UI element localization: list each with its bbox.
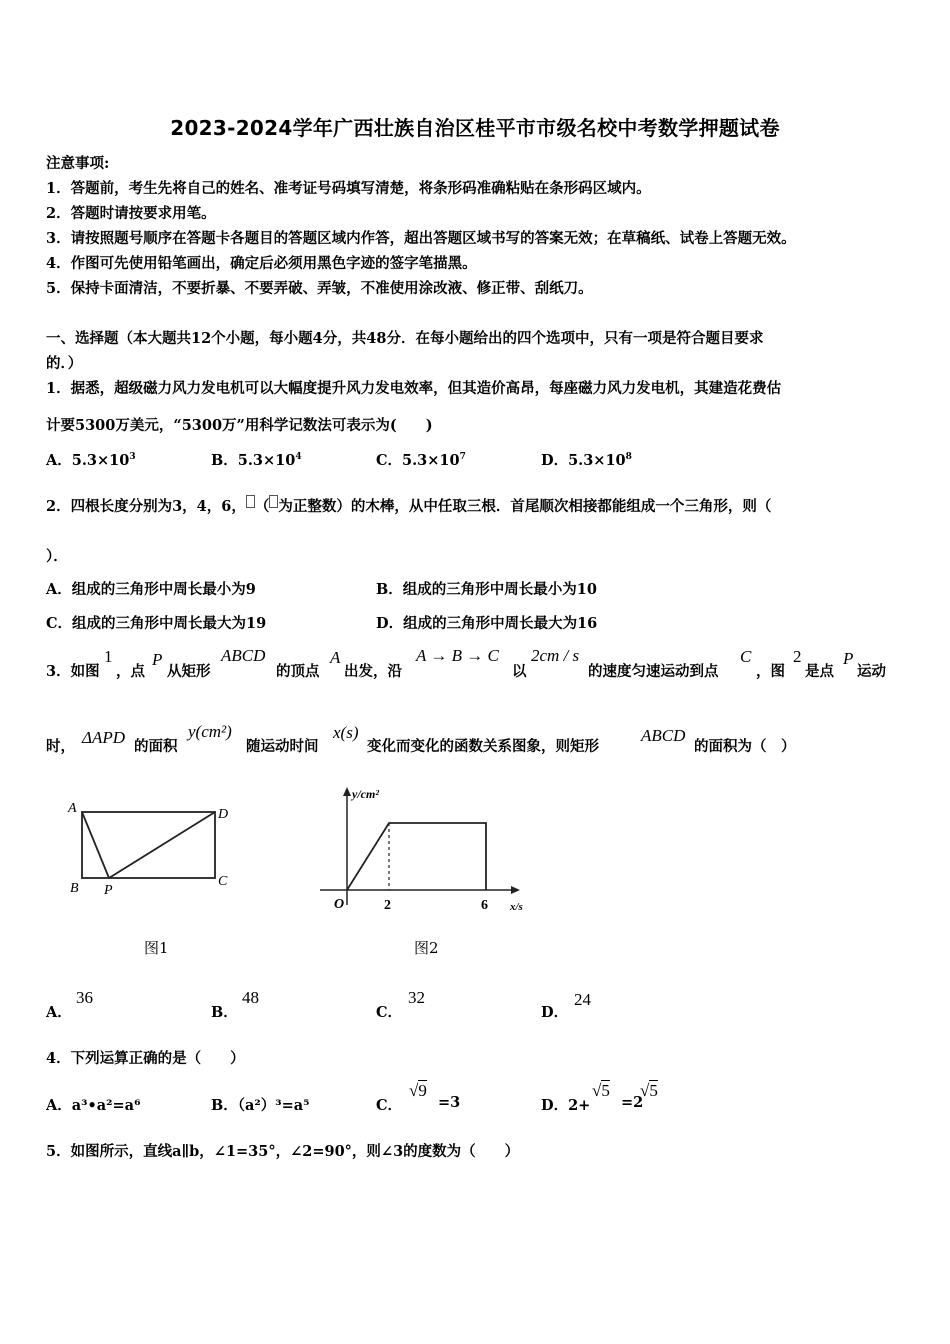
q1-option-c[interactable]: C．$5.3\times 10^7$ — [376, 452, 466, 469]
q3-option-c-value: 32 — [408, 988, 425, 1007]
q3-text: 运动 — [857, 663, 886, 680]
notice-item-4: 4．作图可先使用铅笔画出，确定后必须用黑色字迹的签字笔描黑。 — [46, 255, 477, 272]
q4-option-a[interactable]: A．a³•a²=a⁶ — [46, 1097, 141, 1114]
q4-option-d[interactable]: D．2+ — [541, 1097, 591, 1114]
notice-heading: 注意事项: — [46, 155, 110, 172]
q3-text: 的顶点 — [276, 663, 320, 680]
q3-text: 从矩形 — [167, 663, 211, 680]
q3-text: 的速度匀速运动到点 — [588, 663, 719, 680]
q3-math: y(cm²) — [188, 722, 232, 741]
section-heading-line2: 的．） — [46, 355, 83, 372]
page-title: 2023-2024学年广西壮族自治区桂平市市级名校中考数学押题试卷 — [170, 116, 780, 140]
q3-math: A — [330, 648, 341, 667]
q3-option-a-label[interactable]: A． — [46, 1004, 72, 1021]
fig2-origin: O — [334, 897, 345, 912]
notice-item-1: 1．答题前，考生先将自己的姓名、准考证号码填写清楚，将条形码准确粘贴在条形码区域内。 — [46, 180, 651, 197]
q3-option-c-label[interactable]: C． — [376, 1004, 403, 1021]
q3-text: 时， — [46, 738, 75, 755]
q3-option-d-value: 24 — [574, 990, 591, 1009]
fig1-label-p: P — [104, 883, 113, 898]
figure-2-graph — [310, 780, 540, 915]
notice-item-2: 2．答题时请按要求用笔。 — [46, 205, 216, 222]
q3-math: 1 — [104, 647, 113, 666]
q4-stem: 4．下列运算正确的是（ ） — [46, 1050, 245, 1067]
q3-text: 的面积为（ ） — [694, 738, 796, 755]
q1-stem-line2: 计要5300万美元，“5300万”用科学记数法可表示为( ) — [46, 417, 433, 434]
q2-stem-line1: 2．四根长度分别为3，4，6， （ 为正整数）的木棒，从中任取三根．首尾顺次相接都能组成一个三角形，则（ — [46, 495, 771, 516]
fig1-label-c: C — [218, 874, 228, 889]
figure-2-caption: 图2 — [414, 939, 439, 957]
q1-option-d[interactable]: D．$5.3\times 10^8$ — [541, 452, 632, 469]
q3-option-a-value: 36 — [76, 988, 93, 1007]
notice-item-3: 3．请按照题号顺序在答题卡各题目的答题区域内作答，超出答题区域书写的答案无效；在草稿纸、试卷上答题无效。 — [46, 230, 796, 247]
q2-option-c[interactable]: C．组成的三角形中周长最大为19 — [46, 615, 267, 632]
q2-option-b[interactable]: B．组成的三角形中周长最小为10 — [376, 581, 597, 598]
q3-math: A → B → C — [416, 646, 499, 665]
fig1-label-d: D — [218, 807, 229, 822]
q3-math: ABCD — [221, 646, 266, 665]
q2-stem-line2: ）． — [46, 548, 68, 565]
q3-text: 出发，沿 — [344, 663, 402, 680]
q3-text: 变化而变化的函数关系图象，则矩形 — [367, 738, 599, 755]
q2-option-d[interactable]: D．组成的三角形中周长最大为16 — [376, 615, 598, 632]
q3-math: 2 — [793, 647, 802, 666]
fig1-label-b: B — [70, 881, 79, 896]
q3-math: P — [843, 649, 854, 668]
q3-option-b-value: 48 — [242, 988, 259, 1007]
q3-math: 2cm / s — [531, 646, 580, 665]
q3-text: 是点 — [805, 663, 834, 680]
q3-option-b-label[interactable]: B． — [211, 1004, 238, 1021]
q3-text: 3．如图 — [46, 663, 100, 680]
q2-option-a[interactable]: A．组成的三角形中周长最小为9 — [46, 581, 256, 598]
q3-math: P — [152, 650, 163, 669]
q4-option-c[interactable]: C． — [376, 1097, 403, 1114]
fig2-y-label: y/cm² — [352, 787, 379, 801]
fig2-tick-2: 2 — [384, 898, 391, 913]
missing-symbol-box — [269, 495, 278, 508]
sqrt-sign: √ — [592, 1081, 602, 1100]
q3-math: C — [740, 647, 752, 666]
q4-option-c-sqrt: √9 — [409, 1081, 427, 1100]
q3-text: 以 — [512, 663, 527, 680]
q4-option-c-rest: =3 — [438, 1094, 461, 1111]
sqrt-sign: √ — [640, 1081, 650, 1100]
fig2-x-label: x/s — [510, 901, 523, 913]
q3-math: x(s) — [333, 723, 359, 742]
q3-text: ，点 — [116, 663, 145, 680]
q3-text: 随运动时间 — [246, 738, 319, 755]
q3-math: ABCD — [641, 726, 686, 745]
notice-item-5: 5．保持卡面清洁，不要折暴、不要弄破、弄皱，不准使用涂改液、修正带、刮纸刀。 — [46, 280, 593, 297]
figure-1-rectangle — [60, 790, 240, 900]
q5-stem: 5．如图所示，直线a∥b，∠1=35°，∠2=90°，则∠3的度数为（ ） — [46, 1143, 520, 1160]
fig2-tick-6: 6 — [481, 898, 488, 913]
q4-option-d-mid: =2 — [621, 1094, 644, 1111]
fig1-label-a: A — [68, 801, 77, 816]
q3-math: ΔAPD — [82, 728, 126, 747]
q4-option-d-sqrt-1: √5 — [592, 1081, 610, 1100]
sqrt-sign: √ — [409, 1081, 419, 1100]
q3-text: 的面积 — [134, 738, 178, 755]
q3-text: ，图 — [756, 663, 785, 680]
missing-symbol-box — [246, 495, 255, 508]
q3-option-d-label[interactable]: D． — [541, 1004, 569, 1021]
section-heading-line1: 一、选择题（本大题共12个小题，每小题4分，共48分．在每小题给出的四个选项中，只有一项是符合题目要求 — [46, 330, 764, 347]
figure-1-caption: 图1 — [144, 939, 169, 957]
q4-option-d-sqrt-2: √5 — [640, 1081, 658, 1100]
q1-option-b[interactable]: B．$5.3\times 10^4$ — [211, 452, 302, 469]
q4-option-b[interactable]: B．（a²）³=a⁵ — [211, 1097, 310, 1114]
q1-stem-line1: 1．据悉，超级磁力风力发电机可以大幅度提升风力发电效率，但其造价高昂，每座磁力风力发电机，其建造花费估 — [46, 380, 782, 397]
q1-option-a[interactable]: A．$5.3\times 10^3$ — [46, 452, 136, 469]
